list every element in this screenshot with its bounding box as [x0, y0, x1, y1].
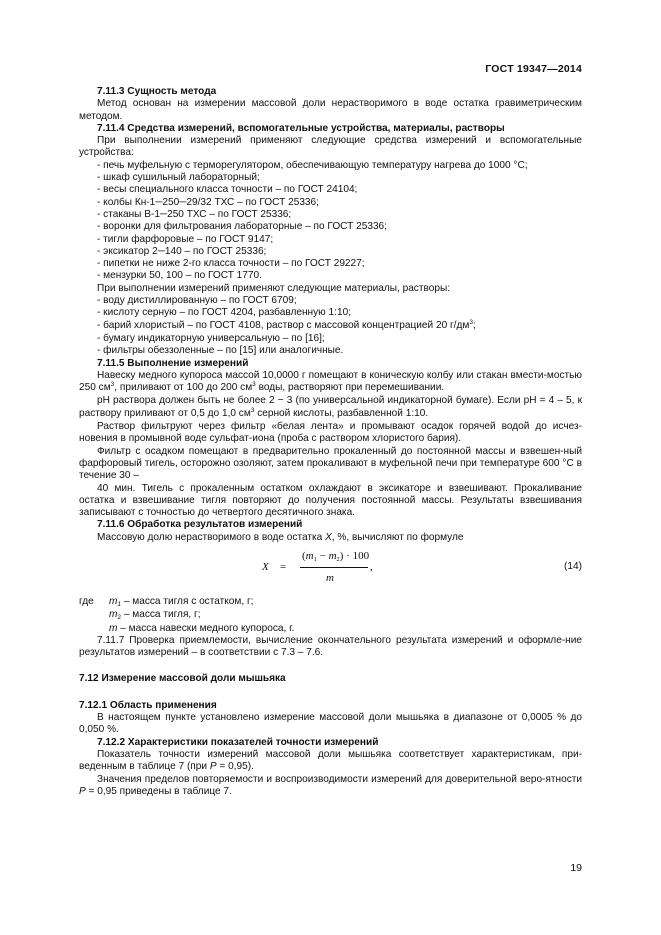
procedure-paragraph: pH раствора должен быть не более 2 − 3 (по универсальной индикаторной бумаге). Если pH = 4 – 5, к раствору приливают от 0,5 до 1,0 $см^3$ серной кислоты, разбавленной 1:10. [79, 395, 582, 419]
formula-intro: Массовую долю нерастворимого в воде остатка X, %, вычисляют по формуле [97, 531, 464, 543]
page-number: 19 [570, 862, 582, 874]
section-7-12-heading: 7.12 Измерение массовой доли мышьяка [79, 673, 286, 685]
equipment-item: - эксикатор 2─140 – по ГОСТ 25336; [97, 245, 267, 257]
section-7-11-7-text: 7.11.7 Проверка приемлемости, вычисление окончательного результата измерений и оформле-ние результатов измерений – в соответствии с 7.3 – 7.6. [79, 634, 582, 659]
section-7-12-1-text: В настоящем пункте установлено измерение массовой доли мышьяка в диапазоне от 0,0005 % до 0,050 %. [79, 712, 582, 736]
formula-denominator: m [326, 571, 334, 584]
equipment-item: - печь муфельную с терморегулятором, обеспечивающую температуру нагрева до 1000 °С; [97, 159, 528, 171]
procedure-paragraph: Фильтр с осадком помещают в предварительно прокаленный до постоянной массы и взвешен-ный фарфоровый тигель, осторожно озоляют, затем прокаливают в муфельной печи при температуре 600 °С в течение 30 – [79, 445, 582, 482]
definition-m2: m2 – масса тигля, г; [109, 609, 201, 622]
section-7-12-2-text: Показатель точности измерений массовой доли мышьяка соответствует характеристикам, при-веденным в таблице 7 (при P = 0,95). [79, 748, 582, 773]
section-7-11-6-heading: 7.11.6 Обработка результатов измерений [97, 519, 303, 531]
equipment-item: - тигли фарфоровые – по ГОСТ 9147; [97, 233, 274, 245]
material-item: - кислоту серную – по ГОСТ 4204, разбавленную 1:10; [97, 307, 352, 319]
equipment-item: - шкаф сушильный лабораторный; [97, 172, 260, 184]
materials-intro: При выполнении измерений применяют следующие материалы, растворы: [97, 282, 451, 294]
equipment-item: - стаканы В-1─250 ТХС – по ГОСТ 25336; [97, 208, 292, 220]
definition-m: m – масса навески медного купороса, г. [109, 622, 295, 634]
material-item: - барий хлористый – по ГОСТ 4108, раствор с массовой концентрацией 20 $г/дм^3$; [97, 318, 476, 331]
equipment-item: - воронки для фильтрования лабораторные – по ГОСТ 25336; [97, 221, 387, 233]
section-7-12-1-heading: 7.12.1 Область применения [79, 699, 217, 711]
procedure-paragraph: Навеску медного купороса массой 10,0000 г помещают в коническую колбу или стакан вмести-мостью 250 $см^3$, приливают от 100 до 200 $см^3$ воды, растворяют при перемешивании. [79, 369, 582, 394]
procedure-paragraph: Раствор фильтруют через фильтр «белая лента» и промывают осадок горячей водой до исчез-новения в промывной воде сульфат-иона (проба с раствором хлористого бария). [79, 421, 582, 445]
equipment-intro: При выполнении измерений применяют следующие средства измерений и вспомогательные устройства: [79, 135, 582, 159]
section-7-11-4-heading: 7.11.4 Средства измерений, вспомогательные устройства, материалы, растворы [97, 122, 505, 134]
equipment-item: - колбы Кн-1─250─29/32 ТХС – по ГОСТ 25336; [97, 196, 319, 208]
formula-14: X = (m1 − m2) · 100 m , (14) [262, 549, 582, 584]
document-body [79, 86, 582, 798]
section-7-11-3-text: Метод основан на измерении массовой доли нерастворимого в воде остатка гравиметрическим методом. [79, 98, 582, 122]
equipment-item: - весы специального класса точности – по ГОСТ 24104; [97, 184, 358, 196]
definition-m1: m1 – масса тигля с остатком, г; [109, 595, 254, 608]
section-7-12-2-text: Значения пределов повторяемости и воспроизводимости измерений для доверительной веро-ятности P = 0,95 приведены в таблице 7. [79, 773, 582, 797]
material-item: - воду дистиллированную – по ГОСТ 6709; [97, 295, 297, 307]
procedure-paragraph: 40 мин. Тигель с прокаленным остатком охлаждают в эксикаторе и взвешивают. Прокаливание остатка и взвешивание тигля повторяют до получения постоянной массы. Результаты взвешивания записывают с точностью до четвертого десятичного знака. [79, 482, 582, 519]
section-7-11-3-heading: 7.11.3 Сущность метода [97, 86, 217, 97]
equipment-item: - мензурки 50, 100 – по ГОСТ 1770. [97, 270, 262, 282]
section-7-11-5-heading: 7.11.5 Выполнение измерений [97, 357, 249, 369]
section-7-12-2-heading: 7.12.2 Характеристики показателей точности измерений [97, 736, 379, 748]
material-item: - фильтры обеззоленные – по [15] или аналогичные. [97, 345, 344, 357]
formula-numerator: (m1 − m2) · 100 [302, 549, 370, 563]
equipment-item: - пипетки не ниже 2-го класса точности – по ГОСТ 29227; [97, 258, 365, 270]
formula-number: (14) [564, 560, 582, 572]
standard-header: ГОСТ 19347—2014 [485, 63, 582, 75]
fraction-line [300, 567, 368, 568]
material-item: - бумагу индикаторную универсальную – по [16]; [97, 332, 325, 344]
variable-definitions: где m1 – масса тигля с остатком, г; m2 – масса тигля, г; m – масса навески медного купороса, г. [79, 595, 295, 634]
